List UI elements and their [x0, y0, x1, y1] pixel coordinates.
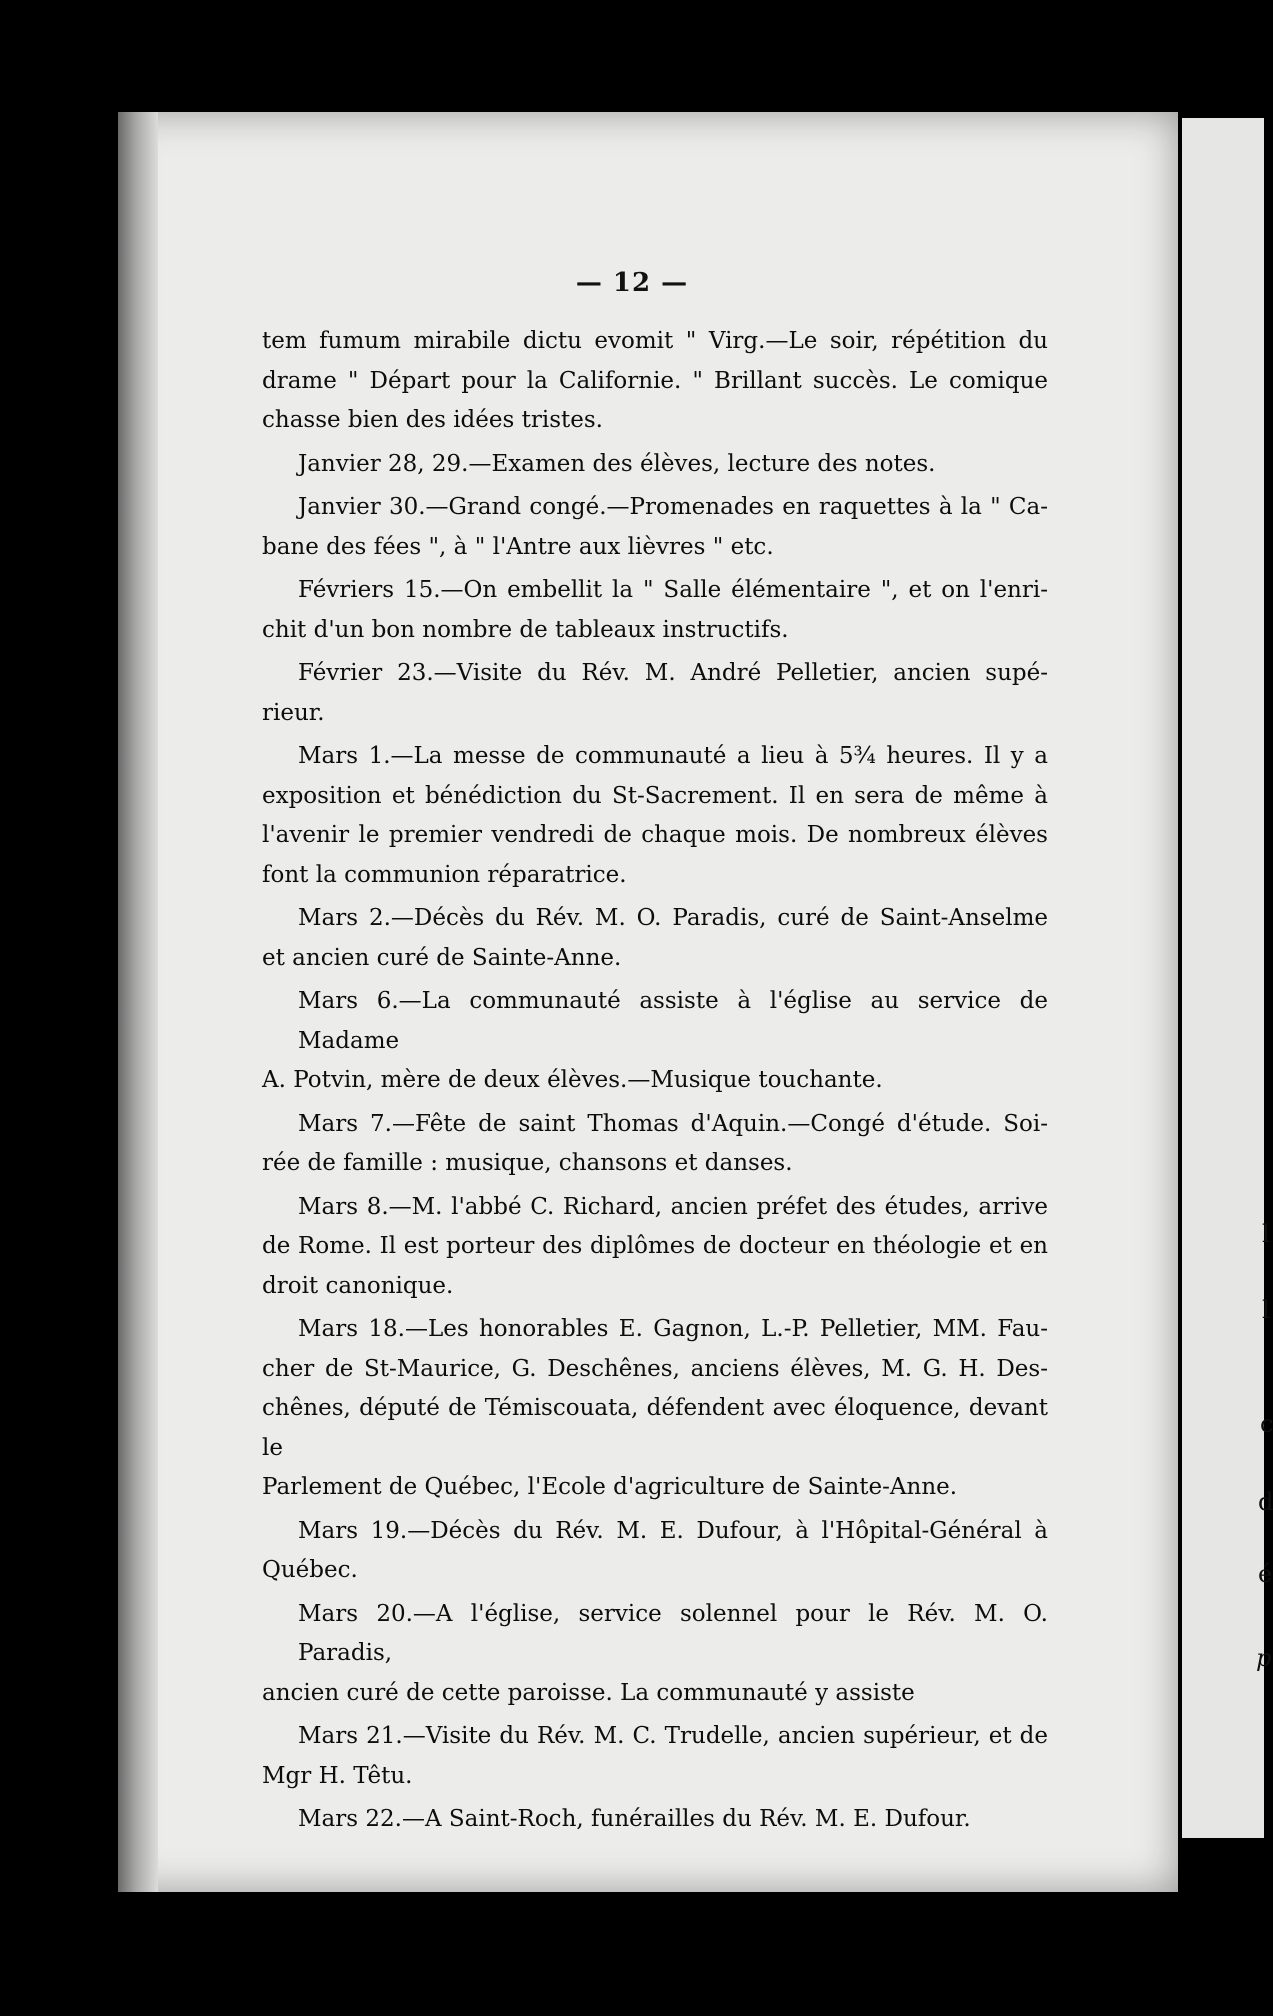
text-line: exposition et bénédiction du St-Sacrement. Il en sera de même à [262, 782, 1048, 809]
text-line: droit canonique. [262, 1272, 454, 1299]
text-line: Mars 20.—A l'église, service solennel pour le Rév. M. O. Paradis, [298, 1600, 1048, 1666]
text-line: ancien curé de cette paroisse. La communauté y assiste [262, 1679, 915, 1706]
text-line: Mars 2.—Décès du Rév. M. O. Paradis, curé de Saint-Anselme [298, 905, 1048, 931]
edge-letter: é [1258, 1560, 1273, 1588]
text-line: l'avenir le premier vendredi de chaque mois. De nombreux élèves [262, 822, 1048, 848]
paragraph [262, 488, 1048, 567]
paragraph [262, 1512, 1048, 1591]
text-line: cher de St-Maurice, G. Deschênes, anciens élèves, M. G. H. Des- [262, 1355, 1048, 1382]
text-line: Févriers 15.—On embellit la " Salle élémentaire ", et on l'enri- [298, 577, 1048, 603]
text-line: Janvier 28, 29.—Examen des élèves, lecture des notes. [298, 450, 936, 477]
paragraph [262, 1188, 1048, 1307]
text-line: Québec. [262, 1557, 358, 1583]
text-line: Mars 7.—Fête de saint Thomas d'Aquin.—Congé d'étude. Soi- [298, 1110, 1048, 1137]
paragraph [262, 322, 1048, 441]
paragraph [262, 1105, 1048, 1184]
paragraph [262, 571, 1048, 650]
edge-letter: l [1262, 1220, 1270, 1248]
text-line: bane des fées ", à " l'Antre aux lièvres " etc. [262, 533, 774, 560]
text-line: rée de famille : musique, chansons et danses. [262, 1150, 793, 1176]
text-line: chit d'un bon nombre de tableaux instructifs. [262, 616, 789, 643]
text-line: Mars 6.—La communauté assiste à l'église au service de Madame [298, 988, 1048, 1054]
page-text [262, 322, 1048, 1844]
text-line: tem fumum mirabile dictu evomit " Virg.—Le soir, répétition du [262, 328, 1048, 354]
text-line: Mars 21.—Visite du Rév. M. C. Trudelle, ancien supérieur, et de [298, 1723, 1048, 1749]
text-line: Mars 22.—A Saint-Roch, funérailles du Rév. M. E. Dufour. [298, 1806, 971, 1832]
edge-letter: d [1258, 1488, 1273, 1516]
paragraph [262, 445, 1048, 485]
text-line: Mars 18.—Les honorables E. Gagnon, L.-P. Pelletier, MM. Fau- [298, 1316, 1048, 1342]
paragraph [262, 737, 1048, 895]
text-line: et ancien curé de Sainte-Anne. [262, 944, 622, 971]
text-line: font la communion réparatrice. [262, 861, 627, 888]
text-line: chênes, député de Témiscouata, défendent avec éloquence, devant le [262, 1395, 1048, 1461]
paragraph [262, 1595, 1048, 1714]
paragraph [262, 1800, 1048, 1840]
edge-letter: l [1262, 1296, 1270, 1324]
paragraph [262, 899, 1048, 978]
text-line: Parlement de Québec, l'Ecole d'agriculture de Sainte-Anne. [262, 1474, 958, 1500]
text-line: rieur. [262, 699, 325, 726]
paragraph [262, 1310, 1048, 1508]
text-line: A. Potvin, mère de deux élèves.—Musique touchante. [262, 1067, 883, 1093]
text-line: Mgr H. Têtu. [262, 1762, 413, 1789]
text-line: de Rome. Il est porteur des diplômes de docteur en théologie et en [262, 1233, 1048, 1259]
edge-letter: p [1256, 1644, 1272, 1672]
paragraph [262, 1717, 1048, 1796]
text-line: Février 23.—Visite du Rév. M. André Pelletier, ancien supé- [298, 660, 1048, 686]
edge-letter: c [1260, 1410, 1273, 1438]
page-number: — 12 — [575, 268, 689, 298]
paragraph [262, 982, 1048, 1101]
page-binding [118, 112, 158, 1892]
text-line: drame " Départ pour la Californie. " Brillant succès. Le comique [262, 367, 1048, 394]
text-line: Mars 19.—Décès du Rév. M. E. Dufour, à l'Hôpital-Général à [298, 1517, 1048, 1544]
text-line: Mars 8.—M. l'abbé C. Richard, ancien préfet des études, arrive [298, 1193, 1048, 1220]
paragraph [262, 654, 1048, 733]
text-line: chasse bien des idées tristes. [262, 407, 603, 433]
text-line: Mars 1.—La messe de communauté a lieu à 5¾ heures. Il y a [298, 743, 1048, 769]
next-page-edge [1182, 118, 1273, 1838]
text-line: Janvier 30.—Grand congé.—Promenades en raquettes à la " Ca- [298, 494, 1048, 520]
